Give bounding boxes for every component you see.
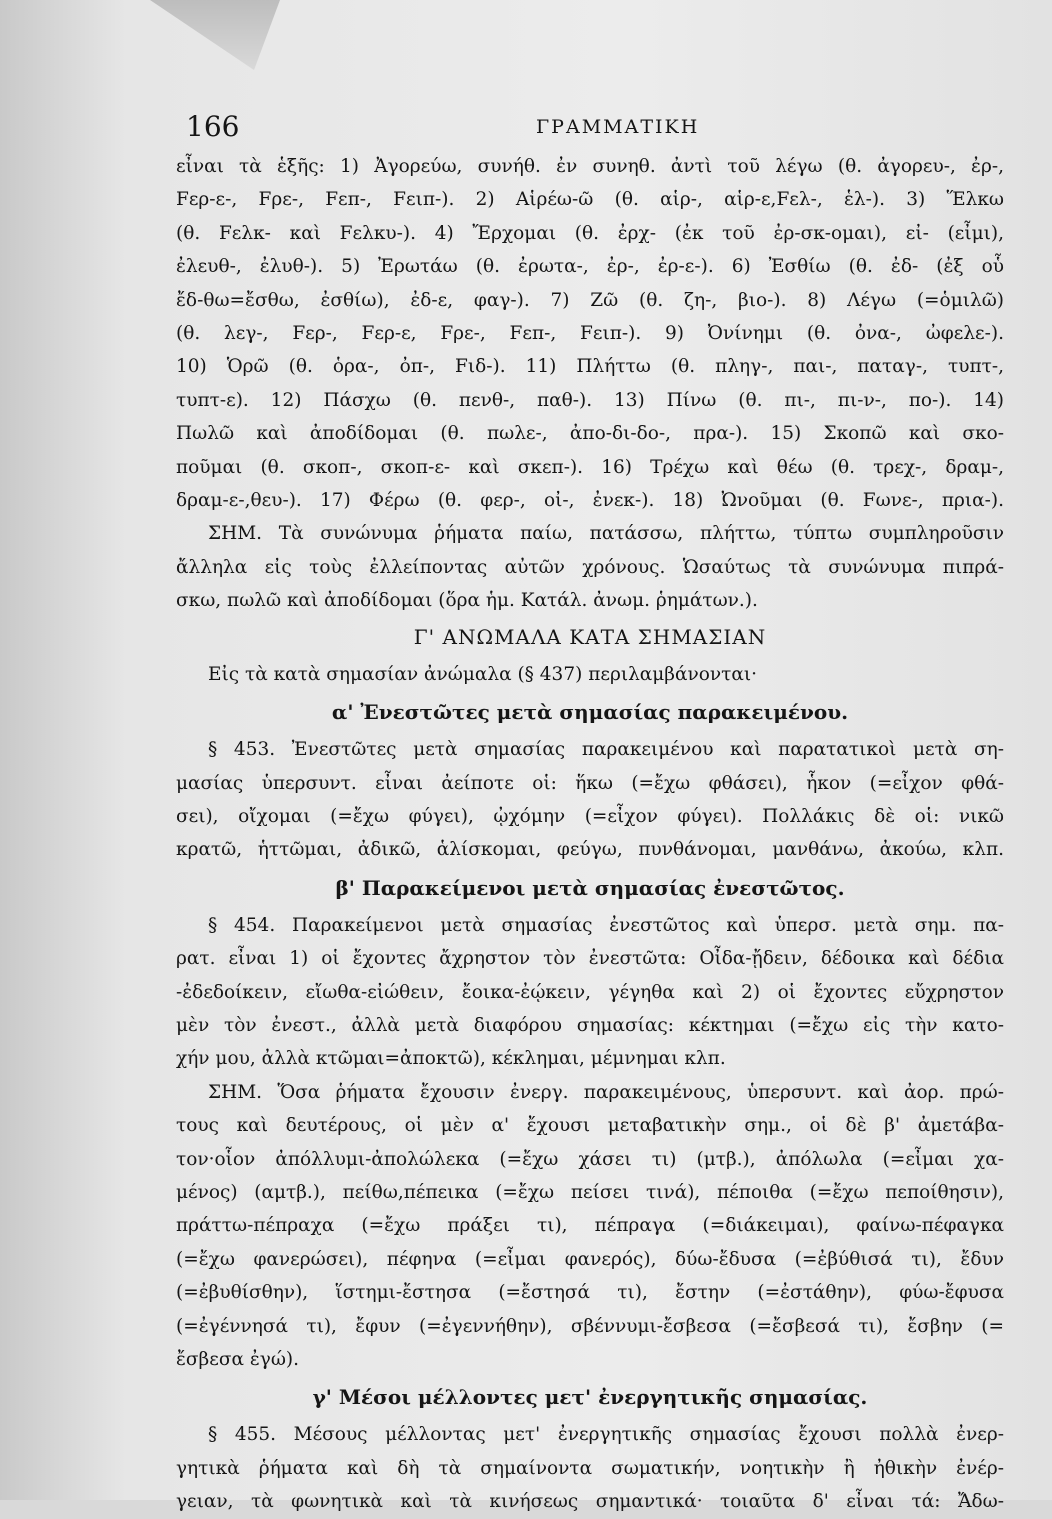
text-line: γητικὰ ῥήματα καὶ δὴ τὰ σημαίνοντα σωματικήν, νοητικὴν ἢ ἠθικὴν ἐνέρ- (176, 1457, 1004, 1479)
text-line: εἶναι τὰ ἑξῆς: 1) Ἀγορεύω, συνήθ. ἐν συνηθ. ἀντὶ τοῦ λέγω (θ. ἀγορευ-, ἐρ-, (176, 156, 1004, 177)
page-number: 166 (186, 110, 240, 143)
text-line: ΣΗΜ. Ὅσα ῥήματα ἔχουσιν ἐνεργ. παρακειμένους, ὑπερσυντ. καὶ ἀορ. πρώ- (208, 1081, 1004, 1103)
page-header (176, 110, 1004, 150)
subsection-a-heading: α' Ἐνεστῶτες μετὰ σημασίας παρακειμένου. (331, 700, 849, 725)
text-line: 10) Ὁρῶ (θ. ὁρα-, ὀπ-, Fιδ-). 11) Πλήττω (θ. πληγ-, παι-, παταγ-, τυπτ-, (176, 356, 1004, 378)
note-synonyms (176, 517, 1004, 617)
note-active-passive (176, 1076, 1004, 1377)
text-line: (=ἐγέννησά τι), ἔφυν (=ἐγεννήθην), σβέννυμι-ἔσβεσα (=ἔσβεσά τι), ἔσβην (= (176, 1315, 1004, 1337)
text-line: (θ. λεγ-, Fερ-, Fερ-ε, Fρε-, Fεπ-, Fειπ-). 9) Ὀνίνημι (θ. ὀνα-, ὠφελε-). (176, 323, 1004, 345)
text-line: ἔσβεσα ἐγώ). (176, 1349, 300, 1370)
text-line: ποῦμαι (θ. σκοπ-, σκοπ-ε- καὶ σκεπ-). 16) Τρέχω καὶ θέω (θ. τρεχ-, δραμ-, (176, 456, 1004, 478)
paragraph-453 (176, 733, 1004, 867)
text-line: ρατ. εἶναι 1) οἱ ἔχοντες ἄχρηστον τὸν ἐνεστῶτα: Οἶδα-ᾔδειν, δέδοικα καὶ δέδια (176, 948, 1004, 970)
text-line: (=ἐβυθίσθην), ἵστημι-ἔστησα (=ἔστησά τι), ἔστην (=ἐστάθην), φύω-ἔφυσα (176, 1282, 1004, 1304)
subsection-b-heading: β' Παρακείμενοι μετὰ σημασίας ἐνεστῶτος. (335, 875, 845, 900)
text-line: κρατῶ, ἡττῶμαι, ἀδικῶ, ἁλίσκομαι, φεύγω, πυνθάνομαι, μανθάνω, ἀκούω, κλπ. (176, 839, 1004, 861)
paragraph-verb-list (176, 150, 1004, 517)
torn-corner (150, 0, 280, 70)
subsection-c-heading: γ' Μέσοι μέλλοντες μετ' ἐνεργητικῆς σημασίας. (312, 1385, 868, 1410)
text-line: -ἐδεδοίκειν, εἴωθα-εἰώθειν, ἔοικα-ἐῴκειν, γέγηθα καὶ 2) οἱ ἔχοντες εὔχρηστον (176, 981, 1004, 1003)
text-line: (θ. Fελκ- καὶ Fελκυ-). 4) Ἔρχομαι (θ. ἐρχ- (ἐκ τοῦ ἐρ-σκ-ομαι), εἰ- (εἶμι), (176, 222, 1004, 244)
text-line: τον·οἷον ἀπόλλυμι-ἀπολώλεκα (=ἔχω χάσει τι) (μτβ.), ἀπόλωλα (=εἶμαι χα- (176, 1148, 1004, 1170)
text-line: σει), οἴχομαι (=ἔχω φύγει), ᾠχόμην (=εἶχον φύγει). Πολλάκις δὲ οἱ: νικῶ (176, 805, 1004, 827)
text-line: ἐλευθ-, ἐλυθ-). 5) Ἐρωτάω (θ. ἐρωτα-, ἐρ-, ἐρ-ε-). 6) Ἐσθίω (θ. ἐδ- (ἐξ οὗ (176, 256, 1004, 278)
text-line: μὲν τὸν ἐνεστ., ἀλλὰ μετὰ διαφόρου σημασίας: κέκτημαι (=ἔχω εἰς τὴν κατο- (176, 1014, 1004, 1036)
text-line: ἔδ-θω=ἔσθω, ἐσθίω), ἐδ-ε, φαγ-). 7) Ζῶ (θ. ζη-, βιο-). 8) Λέγω (=ὁμιλῶ) (176, 289, 1004, 311)
text-line: μένος) (αμτβ.), πείθω,πέπεικα (=ἔχω πείσει τινά), πέποιθα (=ἔχω πεποίθησιν), (176, 1181, 1004, 1203)
text-line: πράττω-πέπραχα (=ἔχω πράξει τι), πέπραγα (=διάκειμαι), φαίνω-πέφαγκα (176, 1215, 1004, 1237)
section-intro: Εἰς τὰ κατὰ σημασίαν ἀνώμαλα (§ 437) περιλαμβάνονται· (208, 663, 757, 685)
text-line: μασίας ὑπερσυντ. εἶναι ἀείποτε οἱ: ἥκω (=ἔχω φθάσει), ἧκον (=εἶχον φθά- (176, 772, 1004, 794)
text-line: δραμ-ε-,θευ-). 17) Φέρω (θ. φερ-, οἰ-, ἐνεκ-). 18) Ὠνοῦμαι (θ. Fωνε-, πρια-). (176, 490, 1004, 512)
text-line: § 455. Μέσους μέλλοντας μετ' ἐνεργητικῆς σημασίας ἔχουσι πολλὰ ἐνερ- (208, 1424, 1004, 1446)
text-line: Fερ-ε-, Fρε-, Fεπ-, Fειπ-). 2) Αἱρέω-ῶ (θ. αἱρ-, αἱρ-ε,Fελ-, ἑλ-). 3) Ἕλκω (176, 189, 1004, 211)
text-line: § 453. Ἐνεστῶτες μετὰ σημασίας παρακειμένου καὶ παρατατικοὶ μετὰ ση- (208, 739, 1004, 761)
text-line: ΣΗΜ. Τὰ συνώνυμα ῥήματα παίω, πατάσσω, πλήττω, τύπτω συμπληροῦσιν (208, 523, 1004, 545)
paragraph-454 (176, 909, 1004, 1076)
running-title: ΓΡΑΜΜΑΤΙΚΗ (536, 116, 700, 138)
text-line: τους καὶ δευτέρους, οἱ μὲν α' ἔχουσι μεταβατικὴν σημ., οἱ δὲ β' ἀμετάβα- (176, 1115, 1004, 1137)
text-line: ἄλληλα εἰς τοὺς ἐλλείποντας αὐτῶν χρόνους. Ὡσαύτως τὰ συνώνυμα πιπρά- (176, 556, 1004, 578)
text-line: τυπτ-ε). 12) Πάσχω (θ. πενθ-, παθ-). 13) Πίνω (θ. πι-, πι-ν-, πο-). 14) (176, 389, 1004, 411)
text-line: (=ἔχω φανερώσει), πέφηνα (=εἶμαι φανερός), δύω-ἔδυσα (=ἐβύθισά τι), ἔδυν (176, 1248, 1004, 1270)
paragraph-455 (176, 1418, 1004, 1518)
text-line: χήν μου, ἀλλὰ κτῶμαι=ἀποκτῶ), κέκλημαι, μέμνημαι κλπ. (176, 1048, 726, 1070)
section-heading: Γ' ΑΝΩΜΑΛΑ ΚΑΤΑ ΣΗΜΑΣΙΑΝ (413, 624, 767, 649)
text-line: § 454. Παρακείμενοι μετὰ σημασίας ἐνεστῶτος καὶ ὑπερσ. μετὰ σημ. πα- (208, 914, 1004, 936)
text-line: σκω, πωλῶ καὶ ἀποδίδομαι (ὅρα ἡμ. Κατάλ. ἀνωμ. ῥημάτων.). (176, 590, 758, 612)
text-line: Πωλῶ καὶ ἀποδίδομαι (θ. πωλε-, ἀπο-δι-δο-, πρα-). 15) Σκοπῶ καὶ σκο- (176, 423, 1004, 445)
text-line: γειαν, τὰ φωνητικὰ καὶ τὰ κινήσεως σημαντικά· τοιαῦτα δ' εἶναι τά: Ἄδω- (176, 1491, 1004, 1513)
